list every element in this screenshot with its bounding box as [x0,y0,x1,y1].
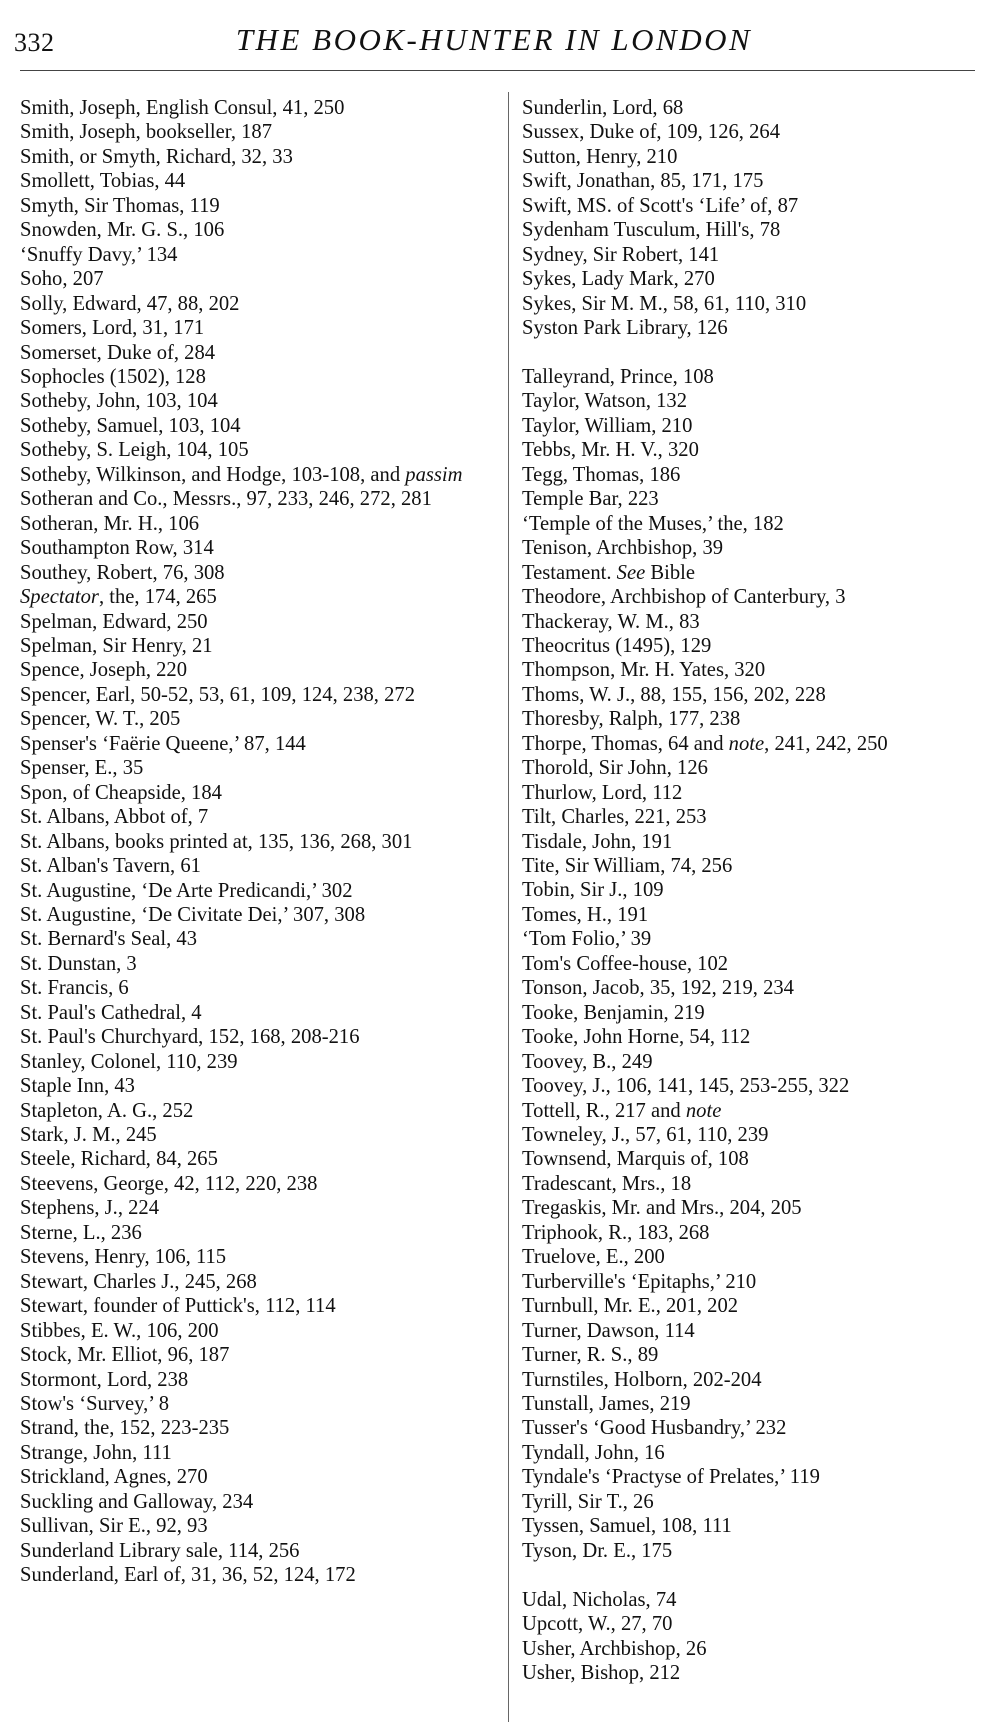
index-entry [522,1050,982,1074]
index-entry [522,512,982,536]
entry-text: Stephens, J., 224 [20,1197,160,1220]
entry-text: Turner, Dawson, 114 [522,1319,695,1342]
entry-text: Taylor, William, 210 [522,414,693,437]
index-entry [522,1196,982,1220]
entry-continuation-italic: passim [405,463,463,486]
index-entry [20,854,490,878]
index-entry [20,145,490,169]
index-entry [522,1588,982,1612]
entry-text: Usher, Archbishop, 26 [522,1637,707,1660]
entry-text: Spencer, W. T., 205 [20,708,181,731]
entry-continuation: 250 [856,732,888,755]
entry-text: Tomes, H., 191 [522,903,649,926]
entry-text: Sykes, Sir M. M., 58, 61, 110, 310 [522,292,807,315]
entry-text: ‘Tom Folio,’ 39 [522,928,652,951]
index-entry [522,1221,982,1245]
entry-text: Sunderland, Earl of, 31, 36, 52, 124, 172 [20,1564,356,1587]
entry-text: Turnstiles, Holborn, 202-204 [522,1368,762,1391]
index-entry [522,463,982,487]
entry-text: Turnbull, Mr. E., 201, 202 [522,1295,739,1318]
index-column-right [522,96,982,1685]
entry-text: Temple Bar, 223 [522,488,659,511]
entry-continuation: and [370,463,406,486]
entry-text: Thoresby, Ralph, 177, 238 [522,708,741,731]
running-title: THE BOOK-HUNTER IN LONDON [235,22,753,57]
index-entry [522,756,982,780]
entry-text: Sussex, Duke of, 109, 126, 264 [522,121,780,144]
index-entry [20,1099,490,1123]
index-entry [20,243,490,267]
index-entry [20,194,490,218]
entry-text: Spenser, E., 35 [20,757,144,780]
index-entry [20,1270,490,1294]
index-entry [20,1001,490,1025]
index-entry [522,536,982,560]
entry-text: ‘Snuffy Davy,’ 134 [20,243,178,266]
index-entry [522,634,982,658]
entry-text: Tegg, Thomas, 186 [522,463,681,486]
entry-text: Thompson, Mr. H. Yates, 320 [522,659,766,682]
entry-text: Smyth, Sir Thomas, 119 [20,194,220,217]
entry-text: Thurlow, Lord, 112 [522,781,683,804]
index-entry [522,1441,982,1465]
entry-text: Taylor, Watson, 132 [522,390,688,413]
index-entry [522,658,982,682]
index-entry [522,903,982,927]
index-entry [522,145,982,169]
page-header [14,20,974,64]
index-entry [522,438,982,462]
index-entry [20,952,490,976]
entry-text: Thackeray, W. M., 83 [522,610,700,633]
index-entry [522,1343,982,1367]
index-entry [522,683,982,707]
entry-text-after: Bible [645,561,695,584]
entry-text: Upcott, W., 27, 70 [522,1613,673,1636]
index-entry [522,1368,982,1392]
entry-text: St. Albans, books printed at, 135, 136, [20,830,336,853]
index-entry [20,1514,490,1538]
index-entry [20,732,490,756]
index-entry [20,976,490,1000]
index-entry [522,878,982,902]
index-entry [20,96,490,120]
index-entry [20,561,490,585]
entry-text: Spon, of Cheapside, 184 [20,781,222,804]
entry-text: Thorold, Sir John, 126 [522,757,708,780]
entry-text: Triphook, R., 183, 268 [522,1221,710,1244]
index-entry [20,585,490,609]
entry-text: Tebbs, Mr. H. V., 320 [522,439,699,462]
index-entry [20,316,490,340]
entry-text: Swift, MS. of Scott's ‘Life’ of, 87 [522,194,799,217]
entry-text: Strickland, Agnes, 270 [20,1466,208,1489]
index-entry [20,1172,490,1196]
entry-text: St. Paul's Churchyard, 152, 168, 208-216 [20,1026,360,1049]
index-entry [20,830,490,854]
entry-text: Theodore, Archbishop of Canterbury, 3 [522,586,846,609]
entry-text: St. Dunstan, 3 [20,952,137,975]
entry-text: Stapleton, A. G., 252 [20,1099,194,1122]
entry-text: Stewart, founder of Puttick's, 112, 114 [20,1295,336,1318]
index-entry [20,634,490,658]
entry-text: Stark, J. M., 245 [20,1124,157,1147]
entry-text: Spelman, Edward, 250 [20,610,208,633]
index-entry [522,976,982,1000]
see-reference: See [616,561,646,584]
index-entry [522,1490,982,1514]
entry-text: Stock, Mr. Elliot, 96, 187 [20,1344,230,1367]
letter-section-gap [522,341,982,365]
column-divider [508,92,509,1722]
index-entry [20,1441,490,1465]
entry-text: Turberville's ‘Epitaphs,’ 210 [522,1270,757,1293]
index-entry [522,120,982,144]
entry-text: Tusser's ‘Good Husbandry,’ 232 [522,1417,787,1440]
index-entry [20,1074,490,1098]
entry-text: Testament. [522,561,612,584]
index-entry [522,1661,982,1685]
entry-text: St. Alban's Tavern, 61 [20,855,201,878]
entry-text: Stow's ‘Survey,’ 8 [20,1393,170,1416]
entry-text: Turner, R. S., 89 [522,1344,659,1367]
entry-text: Toovey, B., 249 [522,1050,653,1073]
entry-text: Southey, Robert, 76, 308 [20,561,225,584]
entry-text: St. Augustine, ‘De Civitate Dei,’ 307, [20,903,330,926]
entry-text: Talleyrand, Prince, 108 [522,365,714,388]
index-entry [522,1465,982,1489]
entry-text: Stibbes, E. W., 106, 200 [20,1319,219,1342]
entry-text: Steevens, George, 42, 112, 220, 238 [20,1172,318,1195]
index-entry [20,438,490,462]
index-entry [522,414,982,438]
entry-text: Sydenham Tusculum, Hill's, 78 [522,219,781,242]
entry-text: Sotheran, Mr. H., 106 [20,512,200,535]
index-entry [522,805,982,829]
index-entry [20,1465,490,1489]
index-entry [522,1539,982,1563]
entry-text: Tisdale, John, 191 [522,830,673,853]
entry-text: Steele, Richard, 84, 265 [20,1148,218,1171]
index-entry [20,512,490,536]
entry-text: Tooke, John Horne, 54, 112 [522,1026,751,1049]
index-entry [20,292,490,316]
entry-text: Tonson, Jacob, 35, 192, 219, 234 [522,977,794,1000]
index-entry [522,1172,982,1196]
index-entry [20,1368,490,1392]
entry-text: St. Francis, 6 [20,977,129,1000]
index-entry [522,1270,982,1294]
index-entry [20,1123,490,1147]
entry-text: Smollett, Tobias, 44 [20,170,186,193]
index-entry [522,194,982,218]
index-entry [522,585,982,609]
entry-text: Tregaskis, Mr. and Mrs., 204, 205 [522,1197,802,1220]
index-entry [20,781,490,805]
index-entry [522,1147,982,1171]
index-entry [522,561,982,585]
index-entry [522,1025,982,1049]
index-entry [522,218,982,242]
entry-text: Udal, Nicholas, 74 [522,1588,677,1611]
entry-text: Thorpe, Thomas, 64 and [522,732,729,755]
entry-text: Sullivan, Sir E., 92, 93 [20,1515,208,1538]
entry-continuation: 238, 272 [342,683,415,706]
entry-text: Smith, Joseph, English Consul, 41, 250 [20,97,345,119]
index-entry [522,927,982,951]
entry-text: Tom's Coffee-house, 102 [522,952,729,975]
index-entry [20,414,490,438]
entry-text: Tobin, Sir J., 109 [522,879,664,902]
entry-text: Tyson, Dr. E., 175 [522,1539,673,1562]
index-entry [20,267,490,291]
index-entry [20,389,490,413]
entry-text: Theocritus (1495), 129 [522,634,712,657]
entry-text: Tottell, R., 217 and [522,1099,686,1122]
index-entry [20,1416,490,1440]
header-rule [20,70,975,71]
entry-text: , the, 174, 265 [98,586,217,609]
entry-text: Tite, Sir William, 74, 256 [522,855,733,878]
index-entry [20,169,490,193]
index-entry [522,243,982,267]
index-entry [522,1416,982,1440]
entry-text: St. Bernard's Seal, 43 [20,928,198,951]
entry-text: Stevens, Henry, 106, 115 [20,1246,227,1269]
entry-text: Suckling and Galloway, 234 [20,1490,254,1513]
entry-text: Toovey, J., 106, 141, 145, 253-255, 322 [522,1075,850,1098]
entry-text-after: , 241, 242, [764,732,852,755]
entry-text: Spenser's ‘Faërie Queene,’ 87, 144 [20,732,306,755]
index-entry [20,1050,490,1074]
index-entry [522,1074,982,1098]
index-entry [20,1539,490,1563]
entry-text: Tunstall, James, 219 [522,1393,691,1415]
index-entry [20,487,490,511]
entry-text: Swift, Jonathan, 85, 171, 175 [522,170,764,193]
entry-text: Sotheby, S. Leigh, 104, 105 [20,439,249,462]
entry-text: Tyndale's ‘Practyse of Prelates,’ 119 [522,1466,820,1489]
entry-text: St. Paul's Cathedral, 4 [20,1001,202,1024]
entry-text: Soho, 207 [20,268,104,291]
index-entry [20,1196,490,1220]
index-entry [522,610,982,634]
index-entry [20,879,490,903]
entry-text: Sydney, Sir Robert, 141 [522,243,720,266]
entry-text: Stanley, Colonel, 110, 239 [20,1050,238,1073]
entry-text: Sterne, L., 236 [20,1221,142,1244]
entry-text: Staple Inn, 43 [20,1075,135,1098]
index-entry [522,1319,982,1343]
index-entry [522,1245,982,1269]
index-entry [20,1319,490,1343]
index-entry [20,365,490,389]
entry-text: Somerset, Duke of, 284 [20,341,216,364]
entry-text: Tenison, Archbishop, 39 [522,537,724,560]
entry-text: Townsend, Marquis of, 108 [522,1148,749,1171]
index-entry [522,854,982,878]
index-entry [20,536,490,560]
index-entry [522,830,982,854]
index-entry [522,389,982,413]
index-entry [522,1612,982,1636]
entry-text: Sophocles (1502), 128 [20,365,206,388]
index-entry [522,96,982,120]
index-entry [522,1294,982,1318]
index-entry [20,1294,490,1318]
index-entry [522,781,982,805]
entry-text: Solly, Edward, 47, 88, 202 [20,292,240,315]
entry-text: Spencer, Earl, 50-52, 53, 61, 109, 124, [20,683,338,706]
index-entry [20,1025,490,1049]
entry-text: Stormont, Lord, 238 [20,1368,189,1391]
index-entry [20,1392,490,1416]
note-reference: note [685,1099,722,1122]
entry-text: Spence, Joseph, 220 [20,659,188,682]
index-entry [522,169,982,193]
index-entry [20,1563,490,1587]
entry-text: Sunderlin, Lord, 68 [522,97,684,119]
index-entry [522,267,982,291]
index-entry [20,1343,490,1367]
index-entry [20,1245,490,1269]
index-entry [20,341,490,365]
index-entry [20,1147,490,1171]
entry-text: Tooke, Benjamin, 219 [522,1001,705,1024]
entry-text: ‘Temple of the Muses,’ the, 182 [522,512,784,535]
index-entry [20,463,490,487]
index-entry [522,365,982,389]
entry-text: Sutton, Henry, 210 [522,145,678,168]
index-column-left [20,96,490,1588]
entry-text: Sykes, Lady Mark, 270 [522,268,715,291]
entry-text: Syston Park Library, 126 [522,317,728,340]
letter-section-gap [522,1563,982,1587]
index-entry [20,927,490,951]
entry-text: Tyssen, Samuel, 108, 111 [522,1515,732,1538]
index-entry [522,1392,982,1416]
index-entry [20,683,490,707]
entry-text: Snowden, Mr. G. S., 106 [20,219,225,242]
index-entry [522,1001,982,1025]
entry-text: Stewart, Charles J., 245, 268 [20,1270,257,1293]
entry-text: Sotheby, Wilkinson, and Hodge, 103-108, [20,463,366,486]
entry-text: Sotheran and Co., Messrs., 97, 233, 246, [20,488,355,511]
index-entry [20,1221,490,1245]
index-entry [20,756,490,780]
entry-text: Somers, Lord, 31, 171 [20,317,205,340]
index-entry [522,952,982,976]
entry-text: Smith, or Smyth, Richard, 32, 33 [20,145,293,168]
entry-continuation: 308 [334,903,366,926]
entry-text: Towneley, J., 57, 61, 110, 239 [522,1124,769,1147]
entry-text: Smith, Joseph, bookseller, 187 [20,121,273,144]
entry-text: Sotheby, John, 103, 104 [20,390,218,413]
entry-italic-title: Spectator [20,586,99,609]
index-entry [20,903,490,927]
page-number: 332 [14,28,55,57]
index-entry [522,1637,982,1661]
index-entry [522,1514,982,1538]
entry-text: Truelove, E., 200 [522,1246,665,1269]
entry-text: Southampton Row, 314 [20,537,214,560]
index-entry [20,218,490,242]
index-entry [522,1123,982,1147]
index-entry [20,658,490,682]
entry-text: Tilt, Charles, 221, 253 [522,806,707,829]
index-entry [522,292,982,316]
entry-text: Sunderland Library sale, 114, 256 [20,1539,300,1562]
entry-continuation: 272, 281 [359,488,432,511]
index-entry [522,732,982,756]
entry-continuation: 268, 301 [340,830,413,853]
entry-text: Thoms, W. J., 88, 155, 156, 202, 228 [522,683,826,706]
entry-text: Strange, John, 111 [20,1441,172,1464]
index-entry [20,120,490,144]
index-entry [522,487,982,511]
entry-text: Usher, Bishop, 212 [522,1661,681,1684]
entry-text: Tyndall, John, 16 [522,1441,665,1464]
note-reference: note [728,732,765,755]
entry-text: Tradescant, Mrs., 18 [522,1172,692,1195]
index-entry [522,1099,982,1123]
index-entry [522,316,982,340]
entry-text: Strand, the, 152, 223-235 [20,1417,230,1440]
entry-text: Tyrill, Sir T., 26 [522,1490,654,1513]
entry-text: St. Augustine, ‘De Arte Predicandi,’ 302 [20,879,353,902]
entry-text: Sotheby, Samuel, 103, 104 [20,414,241,437]
entry-text: Spelman, Sir Henry, 21 [20,634,213,657]
index-entry [20,805,490,829]
index-entry [20,1490,490,1514]
index-entry [522,707,982,731]
entry-text: St. Albans, Abbot of, 7 [20,806,209,829]
index-entry [20,707,490,731]
index-entry [20,610,490,634]
